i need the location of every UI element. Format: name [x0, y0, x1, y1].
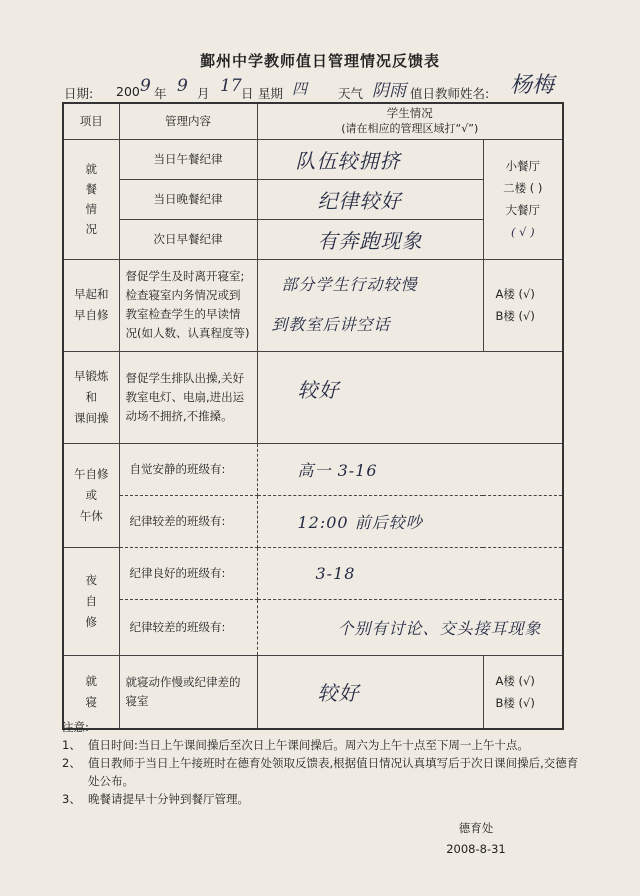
morning-handwriting-2: 到教室后讲空话: [271, 315, 391, 334]
meal-label: 就 餐 情 况: [63, 139, 119, 259]
sleep-desc: 就寝动作慢或纪律差的寝室: [119, 655, 257, 729]
exercise-note[interactable]: [257, 351, 563, 443]
weekday-value: 四: [292, 80, 308, 98]
meal-breakfast-handwriting: 有奔跑现象: [317, 228, 423, 253]
weekday-label: 星期: [258, 86, 284, 101]
meal-side[interactable]: [483, 139, 563, 259]
sleep-side-b: B楼 (√): [495, 695, 535, 710]
header-student-sub: (请在相应的管理区域打“√”): [341, 122, 479, 136]
noon-poor-note[interactable]: [257, 495, 563, 547]
noon-quiet-content: 自觉安静的班级有:: [119, 443, 257, 495]
evening-label: 夜 自 修: [63, 547, 119, 655]
header-item: 项目: [63, 103, 119, 139]
meal-breakfast-content: 次日早餐纪律: [119, 219, 257, 259]
meal-lunch-handwriting: 队伍较拥挤: [295, 148, 401, 173]
morning-note[interactable]: [257, 259, 483, 351]
year-digit: 9: [140, 76, 151, 96]
header-student-title: 学生情况: [386, 106, 433, 121]
evening-row-poor: [63, 599, 563, 655]
day-unit: 日: [241, 86, 254, 101]
year-unit: 年: [154, 86, 167, 101]
year-prefix: 200: [116, 84, 140, 99]
date-label: 日期:: [64, 86, 94, 101]
sleep-label: 就 寝: [63, 655, 119, 729]
meal-breakfast-note[interactable]: [257, 219, 483, 259]
note-item-2: [62, 754, 582, 790]
exercise-handwriting: 较好: [297, 377, 340, 402]
exercise-label: 早锻炼 和 课间操: [63, 351, 119, 443]
noon-quiet-handwriting: 高一 3-16: [297, 460, 378, 480]
note-num-3: 3、: [62, 792, 81, 806]
evening-good-content: 纪律良好的班级有:: [119, 547, 257, 599]
morning-desc: 督促学生及时离开寝室;检查寝室内务情况或到教室检查学生的早读情况(如人数、认真程度等): [119, 259, 257, 351]
month-value: 9: [177, 76, 188, 96]
evening-good-handwriting: 3-18: [315, 563, 356, 583]
meal-side-line2: 二楼 ( ): [503, 181, 543, 195]
exercise-desc: 督促学生排队出操,关好教室电灯、电扇,进出运动场不拥挤,不推搡。: [119, 351, 257, 443]
note-text-2: 值日教师于当日上午接班时在德育处领取反馈表,根据值日情况认真填写后于次日课间操后,交德育处公布。: [88, 756, 579, 788]
signature-date: 2008-8-31: [446, 842, 506, 856]
evening-poor-note[interactable]: [257, 599, 563, 655]
meal-lunch-note[interactable]: [257, 139, 483, 179]
morning-handwriting-1: 部分学生行动较慢: [281, 275, 418, 294]
meal-side-line3: 大餐厅: [505, 203, 540, 217]
header-row: [63, 103, 563, 139]
note-num-2: 2、: [62, 756, 81, 770]
meal-lunch-content: 当日午餐纪律: [119, 139, 257, 179]
note-text-3: 晚餐请提早十分钟到餐厅管理。: [88, 792, 249, 806]
meal-side-line4: ( √ ): [510, 225, 535, 239]
meal-dinner-note[interactable]: [257, 179, 483, 219]
note-item-3: [62, 790, 582, 808]
meal-dinner-content: 当日晚餐纪律: [119, 179, 257, 219]
noon-poor-content: 纪律较差的班级有:: [119, 495, 257, 547]
noon-row-quiet: [63, 443, 563, 495]
header-student: [257, 103, 563, 139]
evening-poor-content: 纪律较差的班级有:: [119, 599, 257, 655]
meal-row-lunch: [63, 139, 563, 179]
form-title: 鄞州中学教师值日管理情况反馈表: [199, 52, 440, 70]
notes-heading: 注意:: [62, 720, 89, 734]
feedback-table: [62, 102, 564, 730]
sleep-side-a: A楼 (√): [495, 673, 535, 688]
noon-quiet-note[interactable]: [257, 443, 563, 495]
sleep-handwriting: 较好: [317, 681, 360, 706]
note-num-1: 1、: [62, 738, 81, 752]
noon-row-poor: [63, 495, 563, 547]
signature-dept: 德育处: [458, 821, 494, 835]
evening-poor-handwriting: 个别有讨论、交头接耳现象: [337, 618, 542, 638]
note-item-1: [62, 736, 582, 754]
day-value: 17: [220, 76, 242, 96]
morning-side-b: B楼 (√): [495, 309, 535, 323]
weather-value: 阴雨: [372, 81, 406, 101]
morning-label: 早起和 早自修: [63, 259, 119, 351]
meal-dinner-handwriting: 纪律较好: [317, 188, 402, 213]
noon-poor-handwriting: 12:00 前后较吵: [297, 512, 423, 532]
weather-label: 天气: [338, 86, 364, 101]
teacher-label: 值日教师姓名:: [410, 86, 490, 101]
evening-row-good: [63, 547, 563, 599]
meal-side-line1: 小餐厅: [505, 159, 540, 173]
teacher-name: 杨梅: [510, 73, 555, 98]
exercise-row: [63, 351, 563, 443]
noon-label: 午自修 或 午休: [63, 443, 119, 547]
morning-side-a: A楼 (√): [495, 287, 535, 301]
morning-side[interactable]: [483, 259, 563, 351]
note-text-1: 值日时间:当日上午课间操后至次日上午课间操后。周六为上午十点至下周一上午十点。: [88, 738, 529, 752]
month-unit: 月: [197, 86, 210, 101]
morning-row: [63, 259, 563, 351]
notes-section: [62, 718, 582, 808]
evening-good-note[interactable]: [257, 547, 563, 599]
header-content: 管理内容: [119, 103, 257, 139]
